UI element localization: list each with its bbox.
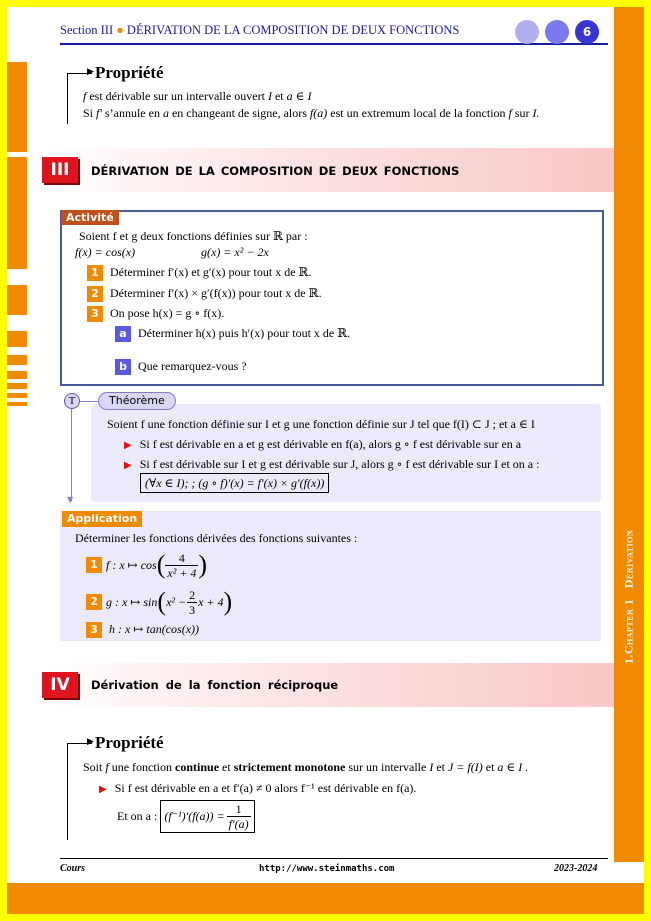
header-section-label: Section III <box>60 23 114 37</box>
footer-rule <box>60 858 608 859</box>
subitem-letter: a <box>115 326 131 342</box>
side-tab-chapter: 1.Chapter 1 <box>621 598 636 665</box>
prop1-line1: f est dérivable sur un intervalle ouvert I et a ∈ I <box>83 89 312 103</box>
left-margin-bar <box>7 62 27 152</box>
prop2-formula: (f⁻¹)′(f(a)) = $\frac{1}{f'(a)}$ <box>160 800 254 833</box>
side-tab-label <box>614 507 644 687</box>
header-title: DÉRIVATION DE LA COMPOSITION DE DEUX FONCTIONS <box>126 23 460 37</box>
prop2-line1: Soit f une fonction continue et strictement monotone sur un intervalle I et J = f(I) et a ∈ I . <box>83 760 529 774</box>
left-margin-bar <box>7 383 27 389</box>
item-number: 2 <box>86 594 102 610</box>
left-margin-bar <box>7 402 27 406</box>
left-margin-bar <box>7 157 27 269</box>
header-bullet: ● <box>116 23 124 37</box>
prop1-title: Propriété <box>95 63 164 82</box>
prop2-arrow: ▶ <box>87 737 94 747</box>
item-number: 2 <box>87 286 103 302</box>
section4-title: Dérivation de la fonction réciproque <box>91 678 339 692</box>
bullet-triangle-icon: ▶ <box>124 440 132 451</box>
item-text: h : x ↦ tan(cos(x)) <box>109 622 200 636</box>
left-margin-bar <box>7 331 27 347</box>
item-number: 3 <box>86 622 102 638</box>
activite-f-def: f(x) = cos(x) <box>75 245 136 259</box>
prop2-formula-row <box>117 799 255 833</box>
left-margin-bar <box>7 285 27 315</box>
fraction: $\frac{2}{3}$ <box>189 587 196 617</box>
application-item: 1 f : x ↦ cos ( $\frac{4}{\text{x² + 4}}$ ) <box>86 547 207 583</box>
activite-item <box>87 305 224 322</box>
activite-subitem <box>115 358 247 375</box>
section3-number: III <box>42 157 78 183</box>
theoreme-arrow: ▼ <box>67 495 74 504</box>
application-item <box>86 621 199 638</box>
side-tab-name: Dérivation <box>621 529 636 589</box>
prop2-bracket <box>67 743 92 840</box>
application-intro: Déterminer les fonctions dérivées des fonctions suivantes : <box>75 531 358 545</box>
fraction: $\frac{4}{\text{x² + 4}}$ <box>167 550 197 580</box>
page-number <box>575 20 599 44</box>
prop2-eton: Et on a : <box>117 809 158 823</box>
prop1-line2: Si f′ s’annule en a en changeant de signe, alors f(a) est un extremum local de la fonction f sur I. <box>83 106 540 120</box>
page <box>7 7 644 914</box>
item-number: 3 <box>87 306 103 322</box>
bullet-text: Si f est dérivable en a et g est dérivable en f(a), alors g ∘ f est dérivable sur en a <box>139 437 522 451</box>
page-number-text: 6 <box>582 25 592 39</box>
header-circle <box>545 20 569 44</box>
bullet-triangle-icon: ▶ <box>124 460 132 471</box>
bullet-triangle-icon: ▶ <box>99 784 107 795</box>
left-margin-bar <box>7 355 27 365</box>
theoreme-intro: Soient f une fonction définie sur I et g une fonction définie sur J tel que f(I) ⊂ J ; et a ∈ I <box>107 417 535 431</box>
activite-intro: Soient f et g deux fonctions définies sur ℝ par : <box>79 229 308 243</box>
activite-g-def: g(x) = x² − 2x <box>201 245 269 259</box>
activite-item <box>87 264 312 281</box>
subitem-letter: b <box>115 359 131 375</box>
section4-number: IV <box>42 672 78 698</box>
theoreme-bullet <box>124 436 521 454</box>
item-number: 1 <box>86 557 102 573</box>
footer-left: Cours <box>60 863 86 874</box>
activite-subitem <box>115 325 350 342</box>
activite-item <box>87 285 322 302</box>
item-text: On pose h(x) = g ∘ f(x). <box>110 306 225 320</box>
item-number: 1 <box>87 265 103 281</box>
running-header <box>60 23 459 38</box>
bullet-text: Si f est dérivable sur I et g est dérivable sur J, alors g ∘ f est dérivable sur I et on a : <box>139 457 540 471</box>
left-margin-bar <box>7 393 27 398</box>
application-item: 2 g : x ↦ sin ( x² − $\frac{2}{3}$ x + 4 ) <box>86 584 232 620</box>
subitem-text: Que remarquez-vous ? <box>138 359 247 373</box>
theoreme-tag: Théorème <box>98 392 176 410</box>
item-lhs: g : x ↦ sin <box>106 595 158 609</box>
bottom-bar <box>7 883 644 914</box>
footer-right: 2023-2024 <box>554 863 598 874</box>
item-text: Déterminer f′(x) × g′(f(x)) pour tout x de ℝ. <box>110 286 322 300</box>
activite-tag: Activité <box>61 210 119 225</box>
prop2-title: Propriété <box>95 733 164 752</box>
header-circle <box>515 20 539 44</box>
footer-url[interactable]: http://www.steinmaths.com <box>259 864 395 874</box>
item-text: Déterminer f′(x) et g′(x) pour tout x de ℝ. <box>110 265 312 279</box>
item-lhs: f : x ↦ cos <box>106 558 157 572</box>
section3-title: DÉRIVATION DE LA COMPOSITION DE DEUX FONCTIONS <box>91 164 460 178</box>
theoreme-marker: T <box>64 393 80 409</box>
bullet-text: Si f est dérivable en a et f′(a) ≠ 0 alors f⁻¹ est dérivable en f(a). <box>114 781 417 795</box>
theoreme-hline <box>78 401 98 402</box>
application-tag: Application <box>62 511 142 527</box>
left-margin-bar <box>7 371 27 379</box>
prop2-bullet <box>99 780 416 798</box>
prop1-arrow: ▶ <box>87 67 94 77</box>
side-tab <box>614 7 644 862</box>
theoreme-bullet <box>124 456 539 474</box>
subitem-text: Déterminer h(x) puis h′(x) pour tout x de ℝ. <box>138 326 351 340</box>
theoreme-vline <box>71 409 72 501</box>
theoreme-formula: (∀x ∈ I); ; (g ∘ f)′(x) = f′(x) × g′(f(x)) <box>140 473 329 493</box>
